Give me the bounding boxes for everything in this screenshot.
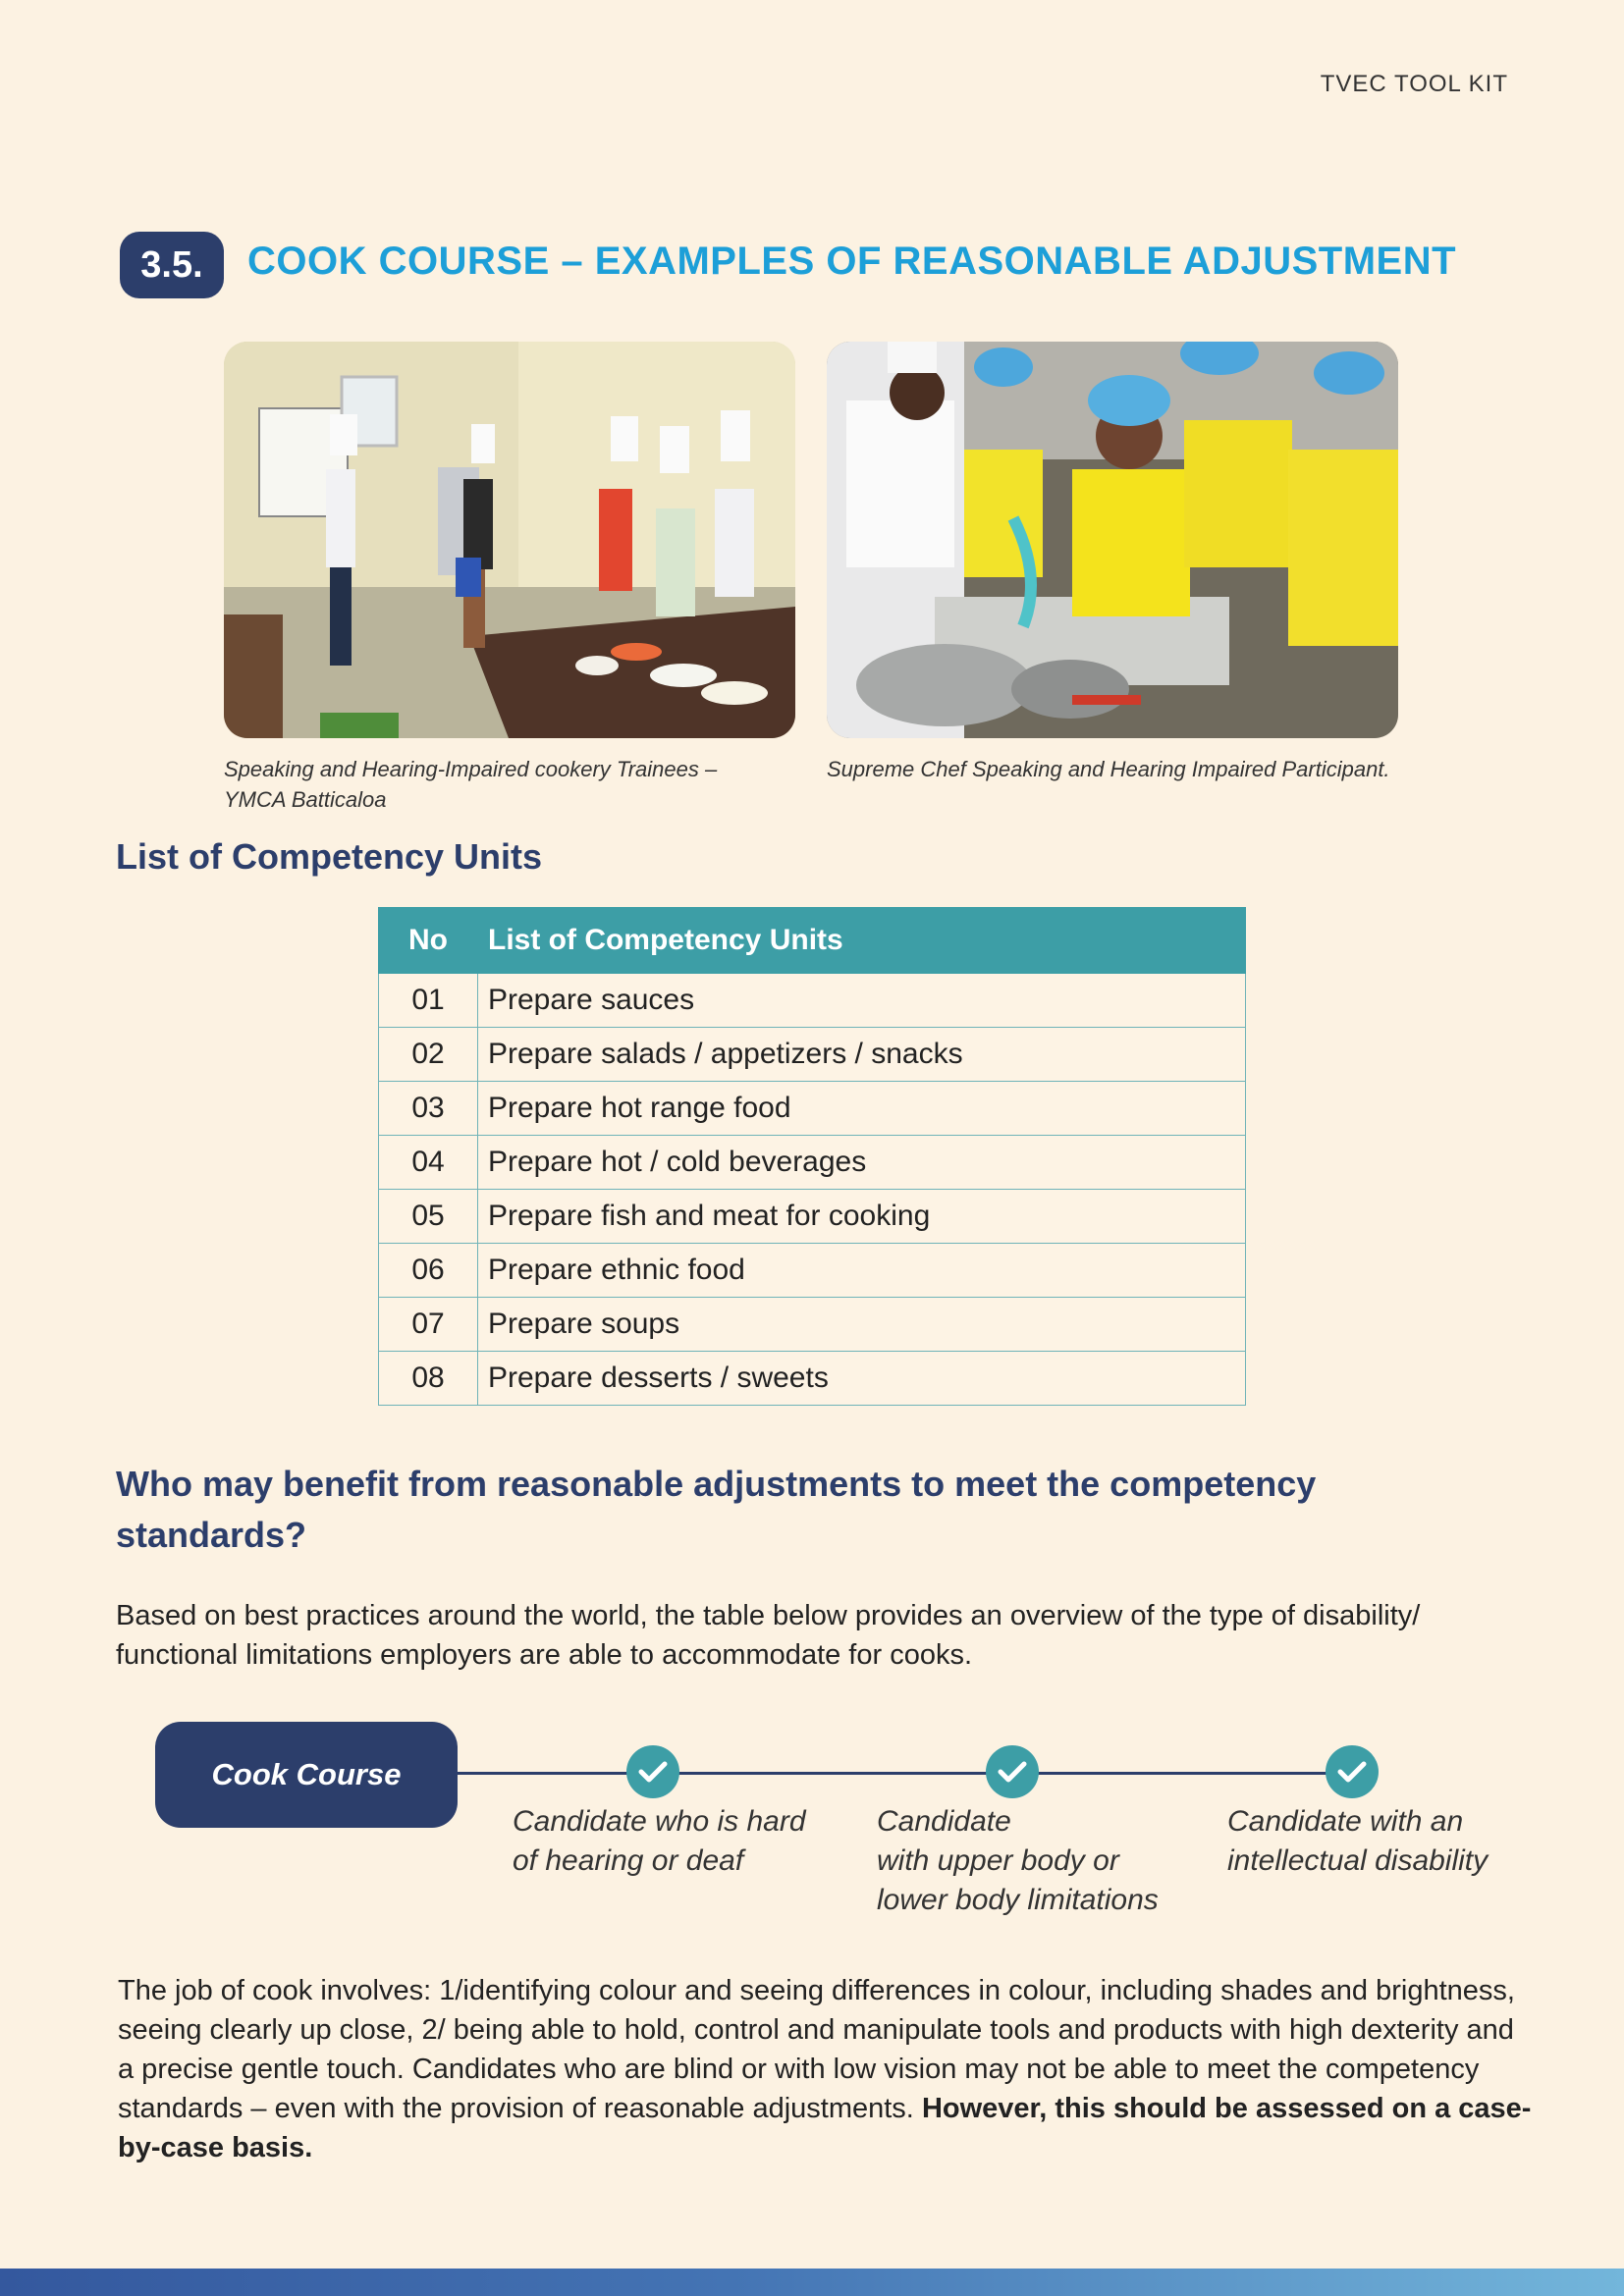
candidate-intellectual-label: Candidate with an intellectual disability: [1227, 1805, 1489, 1877]
row-number: 04: [379, 1136, 478, 1190]
row-unit: Prepare soups: [478, 1298, 1246, 1352]
column-header-no: No: [379, 908, 478, 974]
footer-gradient-bar: [0, 2269, 1624, 2296]
table-row: [379, 974, 1246, 1028]
job-description-text: The job of cook involves: 1/identifying colour and seeing differences in colour, including shades and brightness, seeing clearly up close, 2/ being able to hold, control and manipulate tools and products with high dexterity and a precise gentle touch. Candidates who are blind or with low vision may not be able to meet the competency standards – even with the provision of reasonable adjustments.: [118, 1975, 1515, 2124]
benefit-intro-paragraph: Based on best practices around the world, the table below provides an overview of the type of disability/ functional limitations employers are able to accommodate for cooks.: [116, 1600, 1421, 1671]
photo-caption-trainees: Speaking and Hearing-Impaired cookery Trainees – YMCA Batticaloa: [224, 757, 718, 812]
benefit-heading: Who may benefit from reasonable adjustments to meet the competency standards?: [116, 1464, 1317, 1555]
row-unit: Prepare hot / cold beverages: [478, 1136, 1246, 1190]
table-row: [379, 1082, 1246, 1136]
column-header-unit: List of Competency Units: [478, 908, 1246, 974]
row-number: 05: [379, 1190, 478, 1244]
table-row: [379, 1352, 1246, 1406]
table-row: [379, 1298, 1246, 1352]
photo-chef-participants: [827, 342, 1398, 738]
row-unit: Prepare sauces: [478, 974, 1246, 1028]
section-number-badge: 3.5.: [120, 232, 224, 298]
checkmark-icon: [986, 1745, 1039, 1798]
row-unit: Prepare hot range food: [478, 1082, 1246, 1136]
photo-trainees-classroom: [224, 342, 795, 738]
section-title: COOK COURSE – EXAMPLES OF REASONABLE ADJUSTMENT: [247, 240, 1457, 283]
table-row: [379, 1136, 1246, 1190]
table-row: [379, 1244, 1246, 1298]
timeline-connector-line: [458, 1772, 1353, 1775]
header-kit-label: TVEC TOOL KIT: [1320, 71, 1508, 97]
job-description-bold-note: However, this should be assessed on a case-by-case basis.: [118, 2093, 1532, 2163]
candidate-hearing-label: Candidate who is hard of hearing or deaf: [513, 1805, 806, 1877]
row-unit: Prepare salads / appetizers / snacks: [478, 1028, 1246, 1082]
row-number: 06: [379, 1244, 478, 1298]
row-unit: Prepare fish and meat for cooking: [478, 1190, 1246, 1244]
row-number: 07: [379, 1298, 478, 1352]
row-number: 03: [379, 1082, 478, 1136]
table-row: [379, 1028, 1246, 1082]
cook-course-pill: Cook Course: [155, 1722, 458, 1828]
units-heading: List of Competency Units: [116, 836, 543, 877]
row-unit: Prepare ethnic food: [478, 1244, 1246, 1298]
photo-caption-chef: Supreme Chef Speaking and Hearing Impaired Participant.: [827, 757, 1390, 781]
competency-units-table: [378, 907, 1246, 1406]
checkmark-icon: [1326, 1745, 1379, 1798]
table-header-row: [379, 908, 1246, 974]
row-number: 02: [379, 1028, 478, 1082]
checkmark-icon: [626, 1745, 679, 1798]
row-number: 01: [379, 974, 478, 1028]
job-description-paragraph: [118, 1971, 1532, 2167]
row-number: 08: [379, 1352, 478, 1406]
candidate-body-limitations-label: Candidate with upper body or lower body limitations: [877, 1805, 1159, 1916]
table-row: [379, 1190, 1246, 1244]
row-unit: Prepare desserts / sweets: [478, 1352, 1246, 1406]
